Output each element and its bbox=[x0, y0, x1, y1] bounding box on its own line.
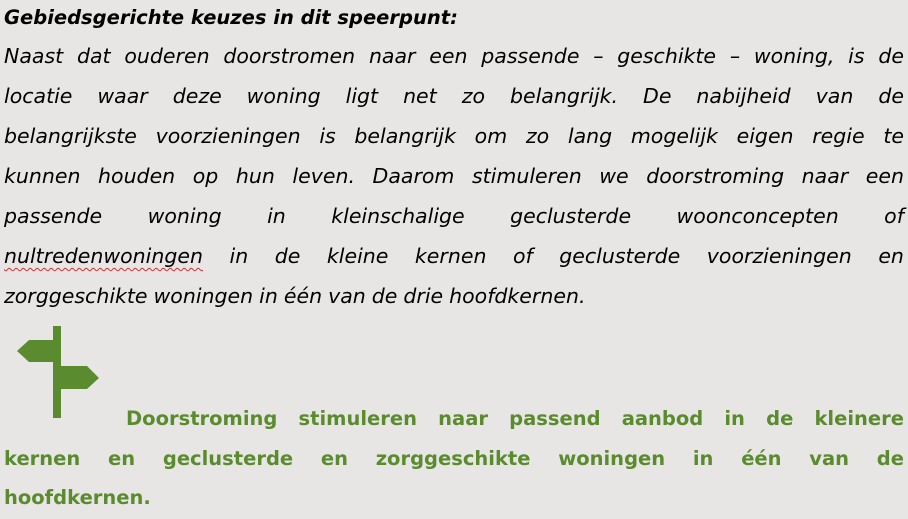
word: passend bbox=[509, 407, 601, 430]
word: belangrijk bbox=[354, 124, 456, 148]
word: naar bbox=[801, 164, 849, 188]
word: stimuleren bbox=[471, 164, 582, 188]
section-heading: Gebiedsgerichte keuzes in dit speerpunt: bbox=[4, 6, 458, 29]
word: van bbox=[815, 84, 854, 108]
word: nabijheid bbox=[696, 84, 791, 108]
word: we bbox=[599, 164, 629, 188]
word: drie bbox=[403, 284, 444, 308]
paragraph-line bbox=[4, 202, 904, 230]
word: – bbox=[729, 44, 741, 68]
word: in bbox=[724, 407, 745, 430]
word: de bbox=[878, 44, 904, 68]
word: één bbox=[741, 447, 782, 470]
word: kleine bbox=[326, 244, 389, 268]
word: voorzieningen bbox=[155, 124, 301, 148]
word: regie bbox=[812, 124, 865, 148]
word: passende bbox=[4, 204, 103, 228]
word: de bbox=[766, 407, 794, 430]
word: ouderen bbox=[124, 44, 210, 68]
word: eigen bbox=[736, 124, 794, 148]
signpost-icon bbox=[15, 326, 99, 418]
word: belangrijkste bbox=[4, 124, 137, 148]
paragraph-line bbox=[4, 282, 904, 310]
word: net bbox=[403, 84, 437, 108]
highlight-line bbox=[126, 405, 904, 433]
word: geclusterde bbox=[510, 204, 632, 228]
word: de bbox=[876, 447, 904, 470]
word: geschikte bbox=[617, 44, 717, 68]
word: – bbox=[593, 44, 604, 68]
paragraph-line bbox=[4, 242, 904, 270]
word: Daarom bbox=[372, 164, 455, 188]
word: deze bbox=[172, 84, 222, 108]
word: woning bbox=[147, 204, 222, 228]
paragraph-line bbox=[4, 42, 904, 70]
word: van bbox=[328, 284, 366, 308]
word: zorggeschikte bbox=[375, 447, 531, 470]
word: leven. bbox=[292, 164, 355, 188]
word: in bbox=[267, 204, 286, 228]
word: zo bbox=[461, 84, 485, 108]
word: te bbox=[883, 124, 904, 148]
word: Naast bbox=[4, 44, 64, 68]
highlight-line bbox=[4, 445, 904, 473]
word: kernen bbox=[4, 447, 81, 470]
word: in bbox=[229, 244, 249, 268]
word: de bbox=[274, 244, 301, 268]
paragraph-line bbox=[4, 122, 904, 150]
word: is bbox=[319, 124, 336, 148]
word: naar bbox=[368, 44, 416, 68]
word: doorstroming bbox=[646, 164, 785, 188]
word: geclusterde bbox=[162, 447, 294, 470]
word: op bbox=[192, 164, 219, 188]
word: kunnen bbox=[4, 164, 81, 188]
word: woning bbox=[246, 84, 321, 108]
word: en bbox=[320, 447, 348, 470]
word: van bbox=[809, 447, 850, 470]
word: een bbox=[429, 44, 468, 68]
word: lang bbox=[567, 124, 613, 148]
word: kleinschalige bbox=[331, 204, 465, 228]
word: houden bbox=[98, 164, 176, 188]
word: en bbox=[108, 447, 136, 470]
word: aanbod bbox=[621, 407, 704, 430]
word: de bbox=[371, 284, 398, 308]
word: zo bbox=[525, 124, 550, 148]
word: belangrijk. bbox=[509, 84, 619, 108]
word: stimuleren bbox=[298, 407, 417, 430]
word: of bbox=[884, 204, 904, 228]
word: woningen bbox=[153, 284, 254, 308]
word: voorzieningen bbox=[706, 244, 852, 268]
word: woning, bbox=[753, 44, 835, 68]
word: passende bbox=[481, 44, 580, 68]
word: De bbox=[643, 84, 672, 108]
word: of bbox=[512, 244, 533, 268]
word: kernen bbox=[414, 244, 487, 268]
word: geclusterde bbox=[559, 244, 681, 268]
word: dat bbox=[76, 44, 111, 68]
paragraph-line bbox=[4, 162, 904, 190]
word: woonconcepten bbox=[676, 204, 839, 228]
word: hun bbox=[235, 164, 275, 188]
word: locatie bbox=[4, 84, 73, 108]
paragraph-line bbox=[4, 82, 904, 110]
word: ligt bbox=[345, 84, 379, 108]
word: hoofdkernen. bbox=[449, 284, 586, 308]
word: woningen bbox=[558, 447, 666, 470]
word: doorstromen bbox=[223, 44, 356, 68]
spelling-flagged-word: nultredenwoningen bbox=[4, 244, 203, 268]
word: in bbox=[259, 284, 278, 308]
word: zorggeschikte bbox=[4, 284, 148, 308]
word: de bbox=[878, 84, 904, 108]
word: hoofdkernen. bbox=[4, 486, 151, 509]
word: en bbox=[878, 244, 904, 268]
word: Doorstroming bbox=[126, 407, 278, 430]
word: kleinere bbox=[814, 407, 904, 430]
word: naar bbox=[438, 407, 488, 430]
highlight-line bbox=[4, 484, 304, 512]
word: één bbox=[283, 284, 323, 308]
word: een bbox=[865, 164, 904, 188]
word: mogelijk bbox=[630, 124, 718, 148]
word: in bbox=[692, 447, 714, 470]
word: is bbox=[848, 44, 865, 68]
word: waar bbox=[97, 84, 148, 108]
word: om bbox=[474, 124, 508, 148]
